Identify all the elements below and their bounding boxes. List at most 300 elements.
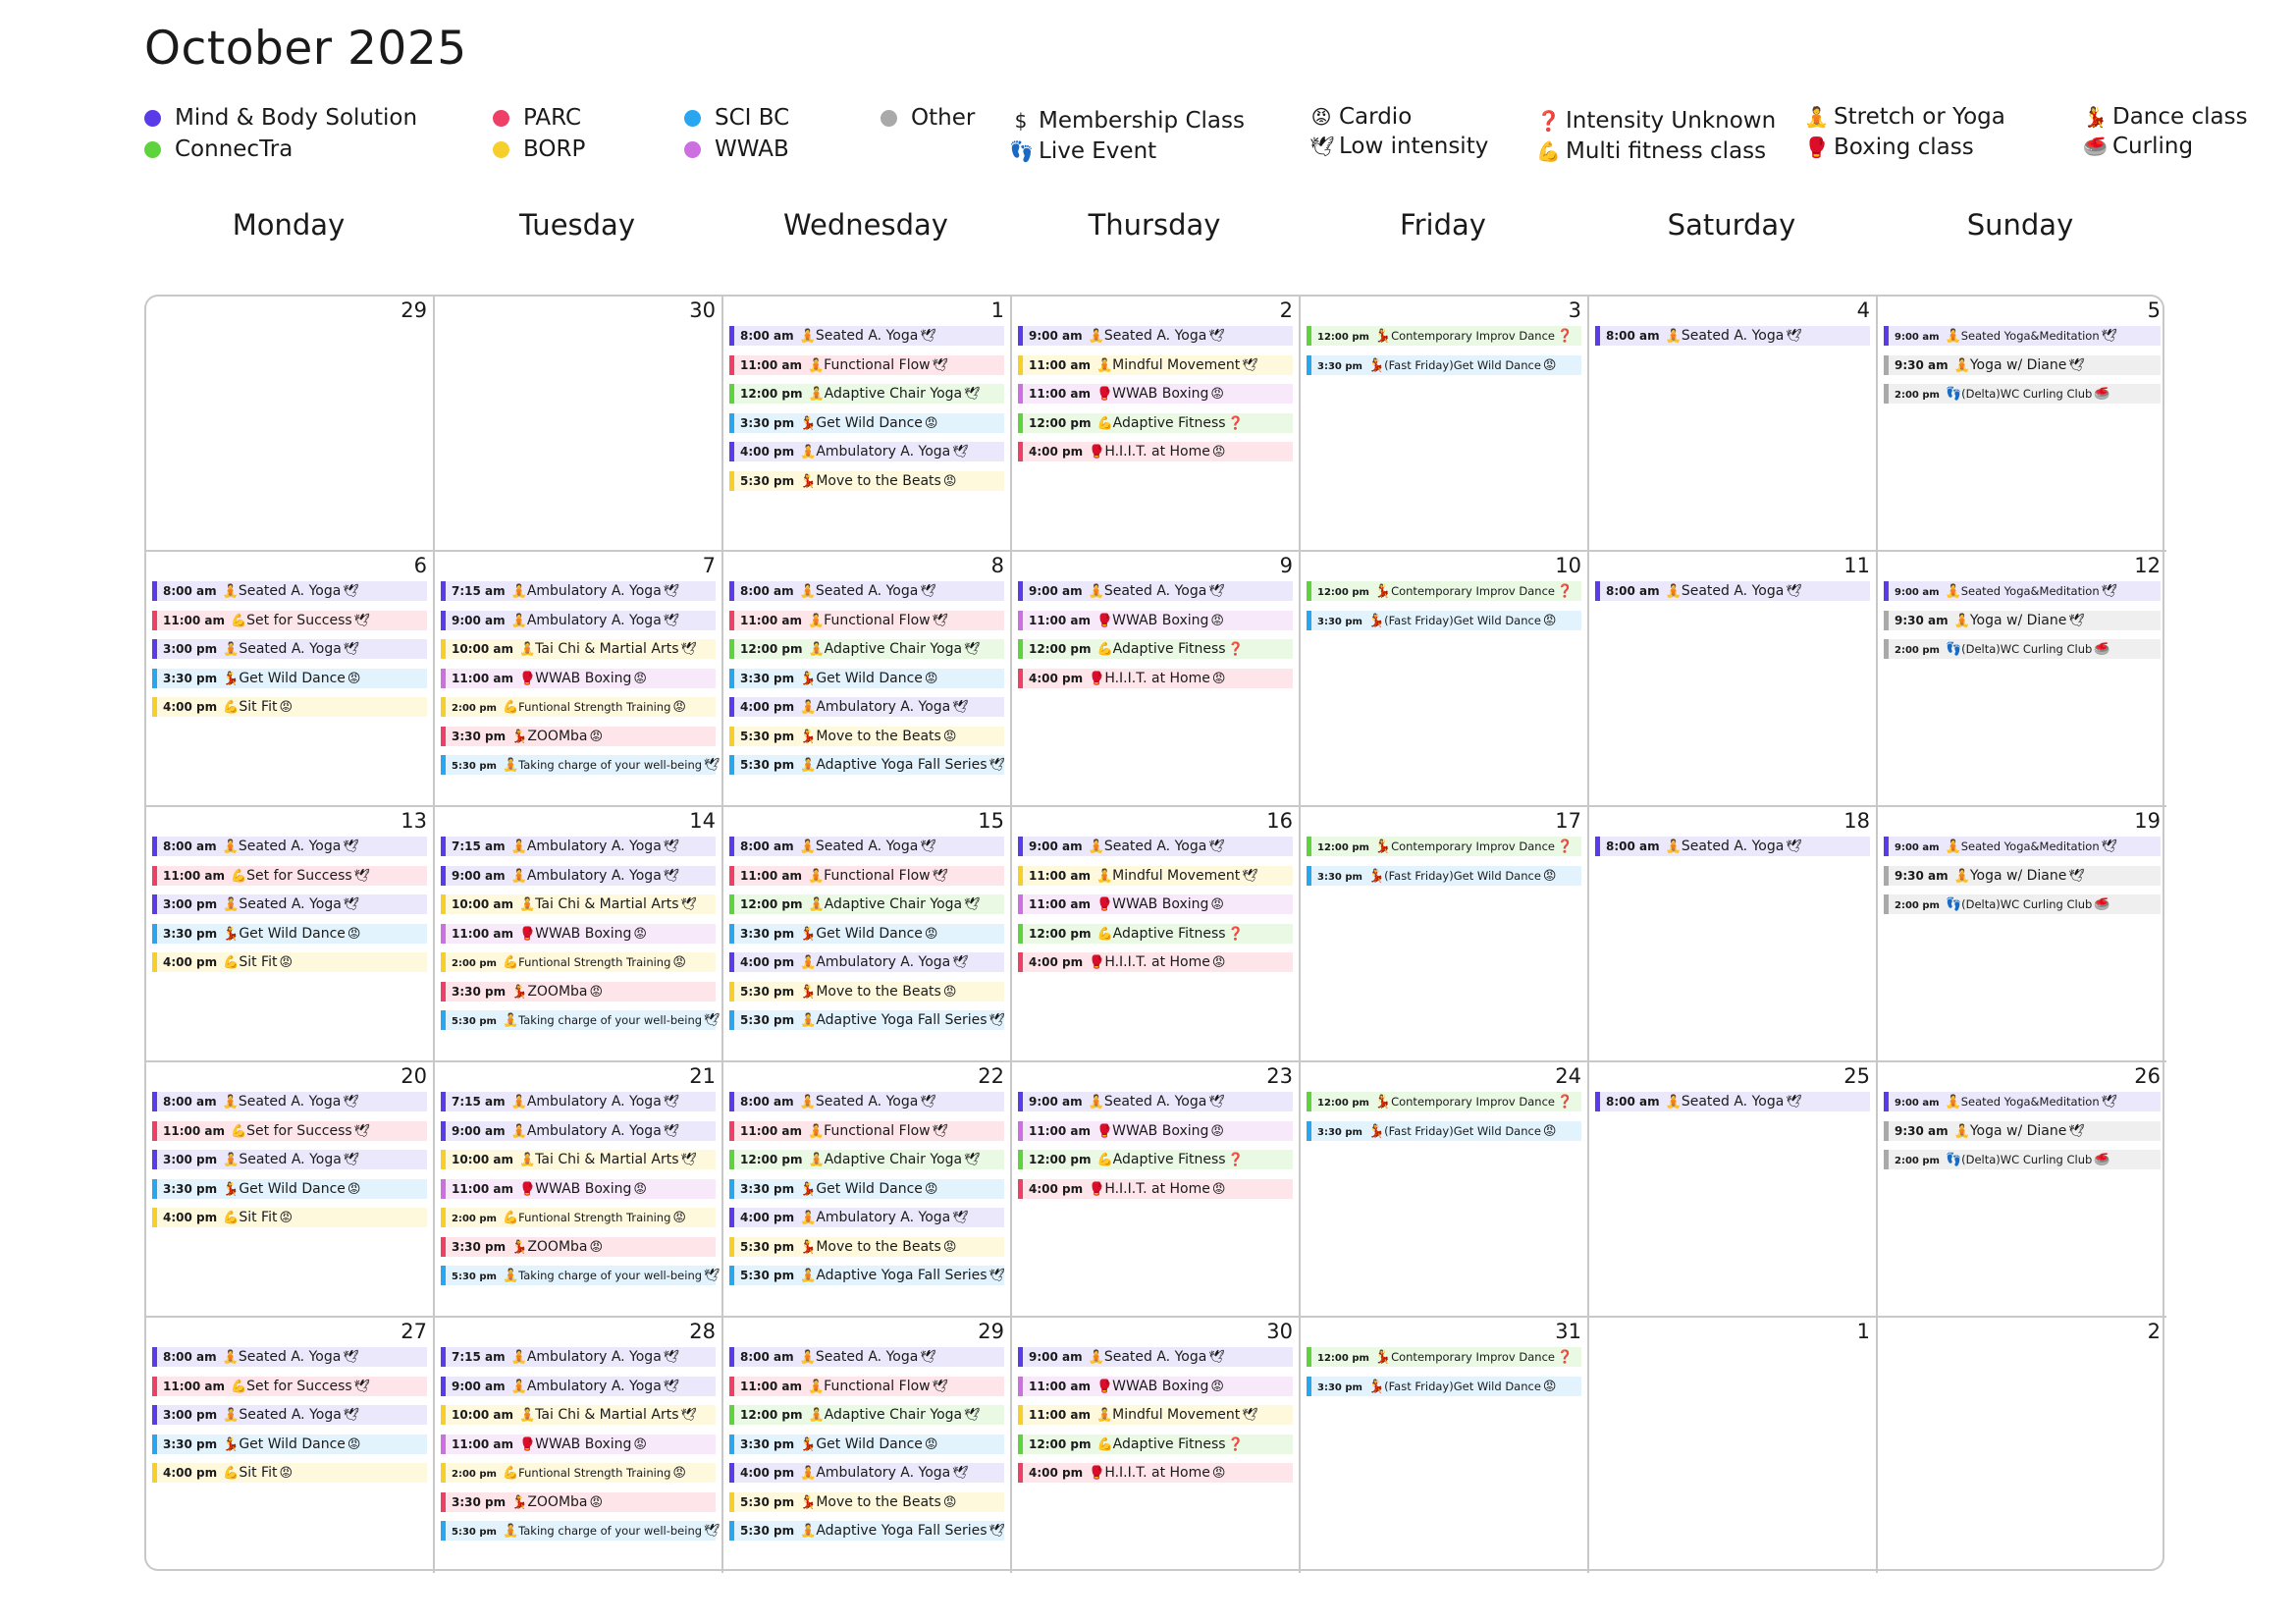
event-item[interactable] (1884, 866, 2161, 886)
event-item[interactable] (1307, 866, 1581, 886)
event-intensity-icon: 😡 (633, 1181, 647, 1197)
event-time: 5:30 pm (740, 1239, 795, 1254)
event-item[interactable] (1018, 1405, 1293, 1425)
day-cell[interactable] (435, 807, 723, 1062)
event-intensity-icon: 🕊 (952, 1211, 969, 1225)
event-item[interactable] (152, 1347, 427, 1367)
day-cell[interactable] (1878, 297, 2166, 552)
event-type-icon: 🥊 (1095, 897, 1113, 912)
event-item[interactable] (1884, 581, 2161, 601)
day-cell[interactable] (1878, 552, 2166, 807)
event-name: Seated A. Yoga (815, 1349, 919, 1365)
event-item[interactable] (441, 1521, 721, 1541)
day-cell[interactable] (1589, 807, 1878, 1062)
event-item[interactable] (1018, 866, 1293, 886)
day-cell[interactable] (1301, 297, 1589, 552)
day-number: 19 (2134, 809, 2161, 833)
event-item[interactable] (441, 1179, 716, 1199)
event-item[interactable] (441, 669, 716, 688)
event-type-icon: 💃 (511, 1239, 528, 1255)
event-name: WWAB Boxing (1112, 612, 1209, 628)
event-item[interactable] (729, 611, 1004, 630)
event-item[interactable] (729, 894, 1004, 914)
legend-color-dot (684, 141, 701, 158)
event-item[interactable] (441, 1208, 716, 1227)
event-name: Move to the Beats (816, 472, 941, 489)
event-time: 2:00 pm (452, 958, 497, 969)
event-type-icon: 👣 (1945, 897, 1962, 912)
event-item[interactable] (1884, 1150, 2161, 1169)
event-type-icon: 💃 (223, 926, 240, 942)
event-item[interactable] (441, 1121, 716, 1141)
event-name: Adaptive Yoga Fall Series (816, 1523, 988, 1539)
event-time: 11:00 am (163, 1123, 225, 1138)
event-item[interactable] (729, 924, 1004, 944)
event-item[interactable] (729, 837, 1004, 856)
event-item[interactable] (729, 1435, 1004, 1454)
event-type-icon: 🧘 (510, 839, 527, 854)
event-name: Get Wild Dance (816, 925, 923, 942)
event-time: 11:00 am (452, 671, 513, 685)
event-intensity-icon: 😡 (347, 1436, 361, 1452)
event-name: WWAB Boxing (1112, 1378, 1209, 1394)
event-item[interactable] (1307, 1347, 1581, 1367)
event-item[interactable] (1018, 611, 1293, 630)
event-type-icon: 🧘 (1953, 357, 1970, 373)
event-item[interactable] (152, 639, 427, 659)
event-item[interactable] (1018, 442, 1293, 461)
event-item[interactable] (152, 1463, 427, 1483)
event-item[interactable] (441, 982, 716, 1001)
event-name: Get Wild Dance (816, 414, 923, 431)
event-name: Set for Success (246, 612, 352, 628)
event-type-icon: 🧘 (1945, 584, 1961, 599)
event-name: Seated A. Yoga (238, 1094, 342, 1110)
event-intensity-icon: 🕊 (704, 1269, 721, 1283)
event-time: 2:00 pm (1895, 645, 1940, 656)
event-item[interactable] (441, 1010, 721, 1030)
event-name: Seated A. Yoga (815, 583, 919, 599)
event-item[interactable] (1307, 326, 1581, 346)
event-item[interactable] (441, 581, 716, 601)
event-name: (Fast Friday)Get Wild Dance (1384, 357, 1541, 372)
event-name: Funtional Strength Training (518, 700, 671, 714)
event-intensity-icon: 🕊 (704, 1013, 721, 1028)
event-time: 8:00 am (163, 1095, 217, 1109)
event-item[interactable] (729, 326, 1004, 346)
event-time: 5:30 pm (740, 1269, 795, 1282)
event-type-icon: 🧘 (1088, 584, 1104, 599)
day-number: 6 (413, 554, 427, 577)
legend-label: SCI BC (715, 105, 790, 131)
event-item[interactable] (1307, 1377, 1581, 1396)
day-cell[interactable] (1012, 1318, 1301, 1573)
day-number: 26 (2134, 1064, 2161, 1088)
event-item[interactable] (729, 413, 1004, 433)
event-intensity-icon: ❓ (1227, 1436, 1244, 1452)
event-type-icon: 👣 (1945, 387, 1962, 402)
event-item[interactable] (1307, 355, 1581, 375)
day-number: 20 (400, 1064, 427, 1088)
event-item[interactable] (152, 1435, 427, 1454)
event-time: 12:00 pm (740, 897, 803, 911)
event-intensity-icon: 😡 (589, 1239, 604, 1255)
event-name: Yoga w/ Diane (1969, 1122, 2067, 1139)
day-cell[interactable] (1589, 552, 1878, 807)
day-cell[interactable] (723, 552, 1012, 807)
event-item[interactable] (729, 1463, 1004, 1483)
event-item[interactable] (1018, 952, 1293, 972)
event-item[interactable] (1884, 384, 2161, 404)
day-number: 15 (978, 809, 1004, 833)
event-item[interactable] (729, 1266, 1004, 1285)
event-item[interactable] (729, 982, 1004, 1001)
event-time: 11:00 am (1029, 1379, 1091, 1393)
day-cell[interactable] (146, 1318, 435, 1573)
event-intensity-icon: ❓ (1227, 926, 1244, 942)
event-name: Ambulatory A. Yoga (526, 1349, 662, 1365)
event-time: 3:30 pm (1317, 360, 1362, 372)
event-intensity-icon: 🕊 (353, 613, 371, 628)
event-item[interactable] (1595, 1092, 1870, 1111)
event-item[interactable] (1018, 669, 1293, 688)
event-time: 10:00 am (452, 1153, 513, 1166)
legend-item-other (881, 105, 975, 131)
day-cell[interactable] (146, 807, 435, 1062)
event-item[interactable] (1595, 326, 1870, 346)
event-type-icon: 💪 (223, 955, 240, 970)
event-item[interactable] (441, 924, 716, 944)
day-cell[interactable] (1012, 807, 1301, 1062)
event-item[interactable] (152, 1179, 427, 1199)
day-cell[interactable] (1301, 1062, 1589, 1318)
event-type-icon: 🧘 (518, 642, 536, 657)
event-item[interactable] (1884, 326, 2161, 346)
event-intensity-icon: 🕊 (920, 1095, 936, 1110)
event-item[interactable] (1018, 1179, 1293, 1199)
event-item[interactable] (729, 1377, 1004, 1396)
event-item[interactable] (1018, 1347, 1293, 1367)
legend-label: BORP (523, 136, 586, 162)
event-type-icon: 💃 (223, 1181, 240, 1197)
event-time: 4:00 pm (740, 700, 795, 714)
event-name: Mindful Movement (1112, 356, 1241, 373)
event-type-icon: 💪 (502, 955, 519, 970)
event-type-icon: 🧘 (808, 897, 825, 912)
event-item[interactable] (1884, 894, 2161, 914)
event-time: 11:00 am (1029, 868, 1091, 883)
event-name: Taking charge of your well-being (518, 1269, 703, 1282)
event-item[interactable] (441, 611, 716, 630)
event-name: Seated A. Yoga (238, 839, 342, 854)
event-item[interactable] (441, 1266, 721, 1285)
event-item[interactable] (729, 442, 1004, 461)
event-item[interactable] (729, 581, 1004, 601)
day-cell[interactable] (1589, 297, 1878, 552)
event-time: 5:30 pm (452, 1527, 497, 1538)
event-item[interactable] (152, 1405, 427, 1425)
event-item[interactable] (152, 837, 427, 856)
event-name: Adaptive Fitness (1112, 414, 1226, 431)
event-type-icon: 🧘 (510, 1095, 527, 1110)
day-cell[interactable] (1301, 807, 1589, 1062)
event-name: Seated A. Yoga (1681, 839, 1785, 854)
legend-item-low-intensity (1309, 134, 1488, 159)
day-cell[interactable] (146, 1062, 435, 1318)
event-item[interactable] (441, 1092, 716, 1111)
event-item[interactable] (441, 697, 716, 717)
event-item[interactable] (1884, 1121, 2161, 1141)
event-name: ZOOMba (527, 1493, 588, 1510)
event-type-icon: 💪 (230, 1379, 247, 1394)
event-item[interactable] (729, 1010, 1004, 1030)
event-item[interactable] (1018, 1463, 1293, 1483)
event-item[interactable] (1018, 1150, 1293, 1169)
event-item[interactable] (441, 755, 721, 775)
event-item[interactable] (1018, 894, 1293, 914)
event-item[interactable] (441, 1463, 716, 1483)
day-cell[interactable] (435, 1318, 723, 1573)
day-cell[interactable] (1589, 1062, 1878, 1318)
event-type-icon: 🧘 (1665, 329, 1682, 344)
event-item[interactable] (441, 952, 716, 972)
event-name: Seated Yoga&Meditation (1960, 584, 2100, 598)
event-item[interactable] (152, 1092, 427, 1111)
event-item[interactable] (1018, 837, 1293, 856)
event-item[interactable] (1018, 581, 1293, 601)
event-item[interactable] (441, 1405, 716, 1425)
event-intensity-icon: 🕊 (1208, 839, 1225, 854)
event-type-icon: 🧘 (1953, 1123, 1970, 1139)
event-type-icon: 🧘 (799, 329, 816, 344)
day-cell[interactable] (1589, 1318, 1878, 1573)
event-name: Move to the Beats (816, 1493, 941, 1510)
event-item[interactable] (152, 1150, 427, 1169)
day-cell[interactable] (435, 1062, 723, 1318)
event-intensity-icon: 😡 (1210, 387, 1224, 402)
event-item[interactable] (1018, 1377, 1293, 1396)
event-item[interactable] (441, 1347, 716, 1367)
event-item[interactable] (1307, 611, 1581, 630)
event-type-icon: 🧘 (800, 1269, 817, 1283)
event-item[interactable] (152, 611, 427, 630)
event-type-icon: 🥊 (1095, 1123, 1113, 1139)
event-item[interactable] (152, 952, 427, 972)
event-item[interactable] (729, 471, 1004, 491)
event-item[interactable] (729, 866, 1004, 886)
event-item[interactable] (729, 697, 1004, 717)
event-type-icon: 🧘 (518, 1408, 536, 1423)
event-item[interactable] (152, 581, 427, 601)
event-type-icon: 💪 (230, 613, 247, 628)
event-time: 12:00 pm (1317, 332, 1369, 343)
legend-item-membership-class (1009, 108, 1245, 134)
event-intensity-icon: ❓ (1556, 329, 1574, 344)
day-cell[interactable] (1012, 297, 1301, 552)
event-type-icon: 🧘 (1088, 1350, 1104, 1365)
event-type-icon: 🧘 (808, 1153, 825, 1167)
event-intensity-icon: 🕊 (343, 642, 360, 657)
event-item[interactable] (1018, 639, 1293, 659)
weekday-friday: Friday (1400, 208, 1486, 242)
event-item[interactable] (1307, 1092, 1581, 1111)
event-item[interactable] (729, 1208, 1004, 1227)
event-item[interactable] (152, 866, 427, 886)
day-cell[interactable] (1878, 1062, 2166, 1318)
event-time: 4:00 pm (1029, 1181, 1084, 1196)
event-time: 9:00 am (452, 1123, 506, 1138)
event-item[interactable] (441, 1377, 716, 1396)
event-item[interactable] (729, 1237, 1004, 1257)
event-item[interactable] (1307, 837, 1581, 856)
event-name: Seated Yoga&Meditation (1960, 329, 2100, 343)
event-time: 3:00 pm (163, 1153, 218, 1166)
event-type-icon: 💃 (1367, 1123, 1385, 1139)
day-cell[interactable] (1301, 552, 1589, 807)
event-time: 2:00 pm (1895, 1156, 1940, 1166)
event-item[interactable] (152, 1377, 427, 1396)
event-type-icon: 🧘 (800, 1013, 817, 1028)
day-cell[interactable] (723, 807, 1012, 1062)
day-cell[interactable] (1012, 552, 1301, 807)
event-item[interactable] (441, 1435, 716, 1454)
event-item[interactable] (441, 727, 716, 746)
event-item[interactable] (1307, 1121, 1581, 1141)
event-time: 8:00 am (163, 584, 217, 598)
event-type-icon: 💃 (800, 1181, 817, 1197)
event-name: Sit Fit (239, 1465, 278, 1481)
day-number: 31 (1555, 1320, 1581, 1343)
day-cell[interactable] (1012, 1062, 1301, 1318)
event-item[interactable] (441, 1237, 716, 1257)
event-item[interactable] (729, 384, 1004, 404)
event-item[interactable] (1018, 924, 1293, 944)
day-cell[interactable] (146, 297, 435, 552)
event-item[interactable] (441, 866, 716, 886)
event-time: 9:00 am (1895, 842, 1940, 853)
event-type-icon: 🥊 (1095, 387, 1113, 402)
day-cell[interactable] (1301, 1318, 1589, 1573)
event-item[interactable] (1018, 384, 1293, 404)
event-item[interactable] (729, 755, 1004, 775)
day-number: 25 (1843, 1064, 1870, 1088)
event-item[interactable] (729, 727, 1004, 746)
event-item[interactable] (152, 1208, 427, 1227)
event-name: (Delta)WC Curling Club (1961, 387, 2093, 401)
event-item[interactable] (441, 639, 716, 659)
event-type-icon: 🥊 (1089, 445, 1105, 460)
event-item[interactable] (729, 1405, 1004, 1425)
event-item[interactable] (441, 1150, 716, 1169)
event-item[interactable] (441, 1492, 716, 1512)
day-cell[interactable] (435, 297, 723, 552)
event-item[interactable] (1595, 581, 1870, 601)
event-item[interactable] (441, 894, 716, 914)
event-type-icon: 🥊 (1089, 671, 1105, 686)
event-time: 3:00 pm (163, 1408, 218, 1422)
legend-item-multi-fitness-class (1536, 138, 1766, 164)
event-item[interactable] (1884, 639, 2161, 659)
event-time: 12:00 pm (740, 642, 803, 656)
day-cell[interactable] (723, 1062, 1012, 1318)
event-name: Ambulatory A. Yoga (526, 612, 662, 628)
legend-color-dot (881, 110, 897, 127)
day-cell[interactable] (723, 297, 1012, 552)
event-name: Seated Yoga&Meditation (1960, 1095, 2100, 1109)
event-intensity-icon: 😡 (924, 671, 938, 686)
event-time: 12:00 pm (1317, 1353, 1369, 1364)
event-item[interactable] (1018, 1092, 1293, 1111)
event-item[interactable] (1884, 1092, 2161, 1111)
event-type-icon: 💪 (230, 1123, 247, 1139)
event-item[interactable] (1307, 581, 1581, 601)
event-item[interactable] (729, 639, 1004, 659)
event-type-icon: 🧘 (1665, 839, 1682, 854)
event-item[interactable] (152, 669, 427, 688)
event-type-icon: 🧘 (1095, 1408, 1113, 1423)
event-item[interactable] (1018, 1435, 1293, 1454)
event-item[interactable] (1884, 837, 2161, 856)
day-number: 4 (1856, 298, 1870, 322)
event-time: 11:00 am (1029, 613, 1091, 627)
event-item[interactable] (729, 1092, 1004, 1111)
day-cell[interactable] (1878, 1318, 2166, 1573)
day-cell[interactable] (146, 552, 435, 807)
event-item[interactable] (1018, 326, 1293, 346)
day-cell[interactable] (435, 552, 723, 807)
event-name: Seated A. Yoga (239, 1152, 342, 1167)
day-cell[interactable] (723, 1318, 1012, 1573)
event-intensity-icon: 🕊 (353, 1123, 371, 1139)
event-item[interactable] (729, 669, 1004, 688)
event-item[interactable] (729, 952, 1004, 972)
event-time: 12:00 pm (1317, 587, 1369, 598)
event-item[interactable] (152, 1121, 427, 1141)
event-item[interactable] (729, 1150, 1004, 1169)
event-item[interactable] (1884, 611, 2161, 630)
event-item[interactable] (1018, 1121, 1293, 1141)
event-type-icon: 🧘 (808, 387, 825, 402)
event-item[interactable] (729, 1179, 1004, 1199)
event-item[interactable] (152, 697, 427, 717)
event-name: H.I.I.T. at Home (1104, 670, 1210, 686)
event-intensity-icon: 😡 (1542, 1123, 1557, 1139)
event-item[interactable] (729, 1121, 1004, 1141)
event-item[interactable] (1018, 413, 1293, 433)
event-type-icon: 🧘 (807, 1123, 825, 1139)
event-type-icon: 💃 (800, 729, 817, 744)
event-time: 9:00 am (1029, 839, 1083, 853)
event-item[interactable] (441, 837, 716, 856)
event-item[interactable] (152, 924, 427, 944)
event-item[interactable] (1595, 837, 1870, 856)
event-time: 5:30 pm (740, 1013, 795, 1027)
event-item[interactable] (729, 1521, 1004, 1541)
event-item[interactable] (729, 1347, 1004, 1367)
event-item[interactable] (152, 894, 427, 914)
event-name: Adaptive Fitness (1112, 641, 1226, 657)
event-item[interactable] (1884, 355, 2161, 375)
event-item[interactable] (1018, 355, 1293, 375)
event-intensity-icon: ❓ (1556, 839, 1574, 854)
event-item[interactable] (729, 1492, 1004, 1512)
event-item[interactable] (729, 355, 1004, 375)
event-name: H.I.I.T. at Home (1104, 444, 1210, 460)
event-intensity-icon: 🕊 (952, 1466, 969, 1481)
event-time: 12:00 pm (740, 387, 803, 401)
event-time: 2:00 pm (452, 1469, 497, 1480)
day-cell[interactable] (1878, 807, 2166, 1062)
